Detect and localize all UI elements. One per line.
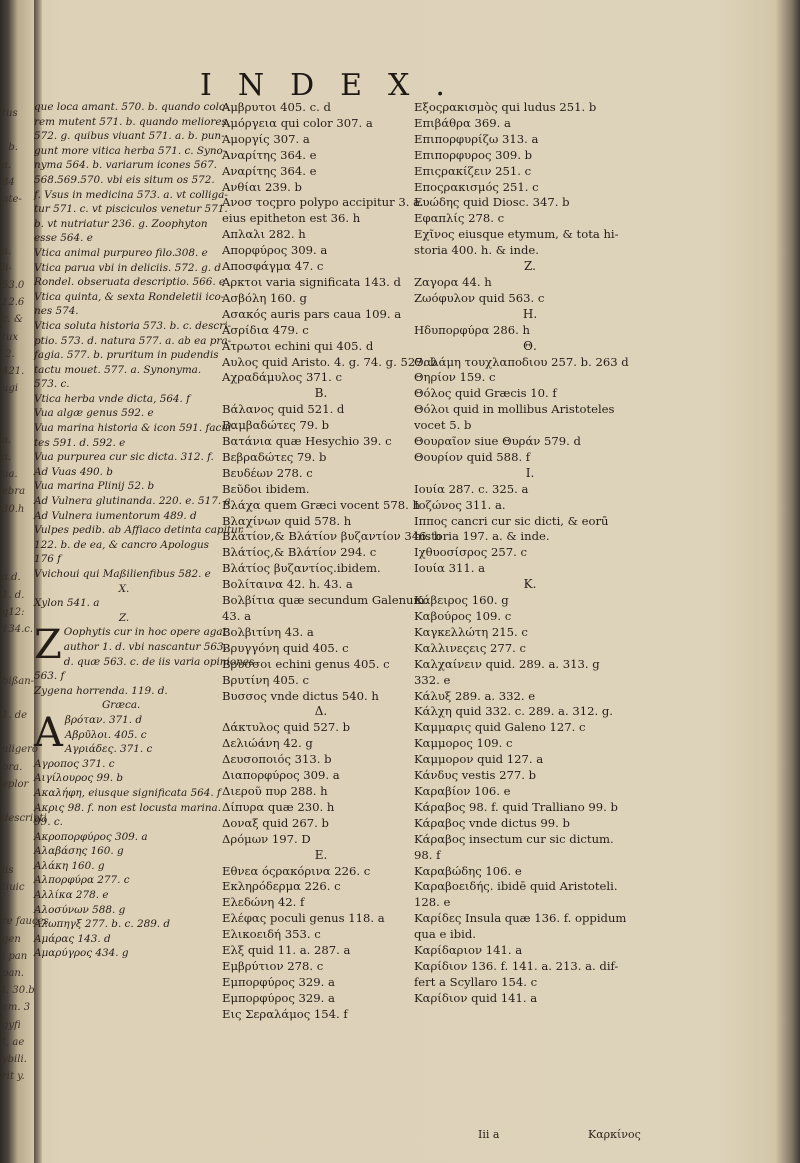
index-entry: Βλάτίος βυζαντίος.ibidem. [222, 561, 381, 576]
index-entry: Αλοσύνων 588. g [34, 903, 126, 916]
index-entry: Καρίδιον quid 141. a [414, 990, 538, 1005]
index-entry: tes 591. d. 592. e [34, 436, 126, 449]
graeca-block [34, 709, 222, 961]
facing-page-fragment: t, ae [2, 1036, 25, 1048]
facing-page-fragment: ybili. [2, 1054, 27, 1065]
index-entry: Ιουία 311. a [414, 561, 486, 576]
index-entry: Κάραβος vnde dictus 99. b [414, 815, 570, 830]
index-entry: Vtica herba vnde dicta, 564. f [34, 392, 190, 405]
index-entry: Εμπορφύρος 329. a [222, 990, 335, 1005]
index-entry: Καλχαίνειν quid. 289. a. 313. g [414, 656, 600, 671]
index-entry: Επιςρακίζειν 251. c [414, 163, 532, 178]
catchword: Καρκίνος [588, 1128, 641, 1141]
index-entry: Αμάρας 143. d [34, 932, 111, 945]
index-entry: Εμπορφύρος 329. a [222, 974, 335, 989]
index-entry: Αιγίλουρος 99. b [34, 772, 123, 785]
facing-page-fragment: i pan [2, 950, 28, 962]
index-entry: Καραβώδης 106. e [414, 863, 522, 878]
index-entry: Καβούρος 109. c [414, 609, 512, 623]
index-entry: Εις Σεραλάμος 154. f [222, 1006, 348, 1021]
index-entry: 43. a [222, 609, 252, 623]
x-entries [34, 596, 214, 611]
z-entries [34, 622, 258, 698]
index-entry: Ηδυπορφύρα 286. h [414, 322, 531, 337]
index-entry: rem mutent 571. b. quando meliores [34, 115, 227, 128]
facing-page-fragment: pan. [2, 968, 24, 979]
index-entry: Απορφύρος 309. a [222, 243, 328, 258]
facing-page-fragment: 53.0 [2, 280, 25, 291]
index-entry: Ασβόλη 160. g [222, 290, 307, 305]
index-entry: fert a Scyllaro 154. c [414, 974, 538, 989]
facing-page-fragment: a. [2, 434, 12, 446]
index-entry: Vtica parua vbi in deliciis. 572. g. d [34, 261, 221, 274]
facing-page-fragment: 1. de [2, 710, 28, 721]
signature-mark: Iii a [478, 1128, 500, 1141]
index-entry: 128. e [414, 895, 451, 910]
index-entry: Vua marina historia & icon 591. facul- [34, 422, 235, 435]
index-entry: Καρίδες Insula quæ 136. f. oppidum [414, 911, 627, 926]
index-entry: Αμαρύγρος 434. g [34, 947, 129, 960]
index-entry: Vua purpurea cur sic dicta. 312. f. [34, 451, 214, 464]
facing-page-fragment: 1. d. [2, 589, 25, 601]
index-entry: Κάλχη quid 332. c. 289. a. 312. g. [414, 704, 613, 719]
index-entry: Δοναξ quid 267. b [222, 815, 329, 830]
section-heading-delta: Δ. [314, 704, 328, 719]
latin-entries [34, 100, 243, 582]
index-entry: Ακροπορφύρος 309. a [34, 830, 148, 843]
index-entry: Αποσφάγμα 47. c [222, 259, 324, 274]
index-entry: Εκληρόδερμα 226. c [222, 879, 341, 894]
facing-page-fragment: re fauces [2, 916, 49, 928]
iota-entries [414, 482, 646, 577]
index-entry: Ad Vulnera glutinanda. 220. e. 517. a [34, 495, 231, 508]
dropcap-alpha: A [34, 709, 63, 756]
index-entry: Αμβρυτοι 405. c. d [222, 100, 331, 114]
delta-entries [222, 720, 420, 847]
index-entry: Αμόργεια qui color 307. a [222, 115, 373, 130]
index-entry: Vua algæ genus 592. e [34, 407, 154, 420]
index-entry: Ιππος cancri cur sic dicti, & eorū [414, 513, 609, 528]
facing-page-fragment: gyfi [2, 1019, 21, 1031]
index-entry: Κάραβος 98. f. quid Tralliano 99. b [414, 799, 618, 814]
page-title: INDEX. [200, 68, 471, 103]
index-entry: Αυλος quid Aristo. 4. g. 74. g. 527. b [222, 354, 438, 369]
index-entry: Βευδέων 278. c [222, 465, 313, 480]
index-entry: Καλλινεςεις 277. c [414, 640, 527, 655]
facing-page-fragment: li- [2, 262, 12, 274]
index-entry: Θουραῖον siue Θυράν 579. d [414, 434, 581, 449]
index-entry: Βρυσσοι echini genus 405. c [222, 656, 390, 671]
index-entry: Θουρίον quid 588. f [414, 449, 531, 464]
facing-page-fragment: uligero [2, 744, 38, 756]
index-entry: Βλάτίον,& Βλάτίον βυζαντίον 346. b [222, 529, 442, 544]
zeta-entries [414, 275, 646, 307]
index-entry: Κάβειρος 160. g [414, 593, 509, 608]
index-entry: Αλαβάσης 160. g [34, 845, 124, 858]
index-entry: Αμοργίς 307. a [222, 131, 310, 146]
epsilon-entries [222, 864, 420, 1023]
index-entry: 99. c. [34, 816, 63, 829]
section-heading-iota: I. [525, 465, 535, 480]
index-entry: Βολίταινα 42. h. 43. a [222, 577, 353, 592]
index-entry: Επιβάθρα 369. a [414, 115, 511, 130]
facing-page-fragment: eplor [2, 778, 29, 790]
index-entry: Εφαπλίς 278. c [414, 211, 505, 226]
index-entry: Εποςρακισμός 251. c [414, 179, 539, 194]
index-entry: Δάκτυλος quid 527. b [222, 720, 351, 735]
index-entry: Ελεδώνη 42. f [222, 895, 305, 910]
index-entry: Vvichoui qui Maßilienfibus 582. e [34, 568, 211, 580]
index-entry: 563. f [34, 670, 65, 683]
index-entry: ptio. 573. d. natura 577. a. ab ea pra- [34, 334, 232, 347]
index-entry: Βρυγγόνη quid 405. c [222, 640, 349, 655]
index-entry: qua e ibid. [414, 927, 476, 942]
index-entry: Καρίδαριον 141. a [414, 943, 523, 958]
index-entry: Θόλος quid Græcis 10. f [414, 386, 557, 401]
index-entry: vocet 5. b [414, 418, 472, 433]
facing-page-fragment: ebra [2, 486, 26, 498]
z-block [34, 622, 258, 698]
index-entry: Ελέφας poculi genus 118. a [222, 911, 385, 926]
index-entry: 568.569.570. vbi eis situm os 572. [34, 173, 215, 186]
facing-page-fragment: ua. [2, 469, 18, 481]
facing-page-fragment: descripti [2, 813, 47, 825]
alpha-entries [222, 100, 438, 386]
index-entry: nyma 564. b. variarum icones 567. [34, 159, 217, 172]
index-entry: Εθνεα όςρακόρινα 226. c [222, 863, 371, 878]
index-entry: 122. b. de ea, & cancro Apologus [34, 538, 210, 551]
index-entry: Αχραδάμυλος 371. c [222, 370, 342, 385]
index-entry: esse 564. e [34, 232, 93, 245]
index-entry: storia 400. h. & inde. [414, 243, 539, 258]
facing-page-fragment: tus [2, 108, 18, 119]
index-entry: Δευσοποιός 313. b [222, 752, 332, 767]
facing-page-fragment: 134.c. [2, 624, 34, 635]
index-entry: 98. f [414, 847, 441, 862]
index-entry: Επιπορφυρος 309. b [414, 147, 533, 162]
facing-page-fragment: c. & [2, 314, 23, 326]
index-entry: Κάνδυς vestis 277. b [414, 768, 537, 783]
section-heading-kappa: K. [523, 577, 537, 592]
graeca-entries [34, 709, 222, 961]
index-entry: Βλαχίνων quid 578. h [222, 513, 352, 528]
index-entry: Θόλοι quid in mollibus Aristoteles [414, 402, 615, 417]
index-entry: Ανοσ τοςpro polypo accipitur 3. a. [222, 195, 424, 210]
index-entry: eius epitheton est 36. h [222, 211, 361, 226]
facing-page-fragment: iis [2, 864, 14, 876]
index-entry: Βολβιτίνη 43. a [222, 624, 314, 639]
facing-page-fragment: nte- [2, 194, 22, 205]
facing-page-fragment: a.d. [2, 572, 21, 584]
facing-page-fragment: . b. [2, 142, 18, 154]
index-entry: Δρόμων 197. D [222, 831, 311, 846]
index-entry: Βλάχα quem Græci vocent 578. h [222, 497, 420, 512]
index-entry: Κάραβος insectum cur sic dictum. [414, 831, 614, 846]
index-entry: Αναρίτης 364. e [222, 147, 317, 162]
index-entry: Απλαλι 282. h [222, 227, 306, 242]
index-entry: Ατρωτοι echini qui 405. d [222, 338, 374, 353]
section-heading-theta: Θ. [523, 338, 537, 353]
index-entry: Vtica quinta, & sexta Rondeletii ico- [34, 290, 225, 303]
index-entry: Καραβίον 106. e [414, 783, 511, 798]
facing-page-fragment: q12: [2, 606, 25, 618]
index-entry: Ιχθυοσίσρος 257. c [414, 545, 527, 560]
index-entry: βρόταν. 371. d [64, 713, 143, 726]
index-entry: Διεροῦ πυρ 288. h [222, 783, 328, 798]
section-heading-e: E. [314, 847, 328, 862]
index-entry: Rondel. obseruata descriptio. 566. e [34, 276, 226, 289]
index-entry: Vulpes pedib. ab Affiaco detinta capitur [34, 524, 243, 537]
index-entry: Oophytis cur in hoc opere agat [63, 626, 227, 639]
index-entry: Ασακός auris pars caua 109. a [222, 306, 402, 321]
index-entry: Vtica animal purpureo filo.308. e [34, 246, 208, 259]
index-entry: fagia. 577. b. pruritum in pudendis [34, 349, 219, 362]
index-entry: Βαμβαδώτες 79. b [222, 418, 329, 433]
index-entry: author 1. d. vbi nascantur 563. [63, 640, 227, 653]
facing-page-fragment: ·2. [2, 348, 15, 360]
index-entry: Vtica soluta historia 573. b. c. descri- [34, 319, 232, 332]
index-entry: Εμβρύτιον 278. c [222, 958, 324, 973]
epsilon-cont-entries [414, 100, 646, 259]
index-entry: Εχῖνος eiusque etymum, & tota hi- [414, 227, 619, 242]
index-entry: historia 197. a. & inde. [414, 529, 550, 544]
index-entry: f. Vsus in medicina 573. a. vt colliga- [34, 188, 228, 201]
index-entry: Αλωπηγξ 277. b. c. 289. d [34, 918, 171, 931]
index-entry: Βλάτίος,& Βλάτίον 294. c [222, 545, 377, 560]
index-entry: Ad Vulnera iumentorum 489. d [34, 509, 197, 522]
index-entry: Εξοςρακισμὸς qui ludus 251. b [414, 100, 597, 114]
index-entry: Δελιώάνη 42. g [222, 736, 313, 751]
index-entry: Βολβίτια quæ secundum Galenum. [222, 593, 429, 608]
index-entry: Βεβραδώτες 79. b [222, 449, 327, 464]
index-entry: Αρκτοι varia significata 143. d [222, 274, 401, 289]
index-entry: b. vt nutriatur 236. g. Zoophyton [34, 217, 208, 230]
index-entry: Βάλανος quid 521. d [222, 402, 345, 417]
facing-page-fragment: tiuic [2, 882, 25, 893]
index-entry: Αγριάδες. 371. c [64, 743, 153, 756]
index-entry: Επιπορφυρίζω 313. a [414, 131, 539, 146]
index-entry: tur 571. c. vt pisciculos venetur 571. [34, 203, 228, 216]
facing-page-fragment: a. [2, 245, 12, 257]
facing-page-fragment: rit y. [2, 1071, 25, 1083]
index-entry: Ακρις 98. f. non est locusta marina. [34, 801, 222, 814]
index-entry: Αλλίκα 278. e [34, 889, 109, 902]
section-heading-eta: H. [522, 306, 538, 321]
index-entry: Διαπορφύρος 309. a [222, 768, 340, 783]
index-entry: Ιουία 287. c. 325. a [414, 481, 529, 496]
index-entry: Ανθίαι 239. b [222, 179, 302, 194]
index-entry: Xylon 541. a [34, 597, 100, 610]
index-entry: Αγροπος 371. c [34, 757, 115, 770]
graeca-heading: Græca. [102, 699, 141, 712]
eta-entries [414, 323, 646, 339]
index-entry: Κάλυξ 289. a. 332. e [414, 688, 536, 703]
index-entry: Ευώδης quid Diosc. 347. b [414, 195, 570, 210]
index-entry: Ζωόφυλον quid 563. c [414, 290, 545, 305]
facing-page-fragment: 12.6 [2, 297, 25, 309]
index-entry: Καγκελλώτη 215. c [414, 624, 528, 639]
index-entry: Καραβοειδής. ibidē quid Aristoteli. [414, 879, 618, 894]
facing-page-fragment: 30.h [2, 503, 25, 515]
index-entry: Αλάκη 160. g [34, 859, 105, 872]
index-entry: Καμμορος 109. c [414, 736, 513, 751]
index-entry: Καμμαρις quid Galeno 127. c [414, 720, 586, 735]
index-entry: Αναρίτης 364. e [222, 163, 317, 178]
theta-entries [414, 355, 646, 466]
section-heading-zeta: Z. [524, 259, 536, 274]
facing-page-fragment: a. [2, 452, 12, 463]
index-entry: Zygena horrenda. 119. d. [34, 684, 168, 697]
index-entry: Ελικοειδή 353. c [222, 927, 321, 942]
facing-page-fragment: bra. [2, 761, 23, 773]
index-entry: 573. c. [34, 378, 70, 391]
facing-page-fragment: bißan- [2, 675, 35, 687]
index-entry: Ad Vuas 490. b [34, 465, 113, 478]
facing-page-fragment: gen [2, 933, 21, 945]
dropcap-z: Z [34, 622, 62, 669]
index-entry: Ζαγορα 44. h [414, 274, 492, 289]
section-heading-z: Z. [118, 611, 130, 624]
facing-page-fragment: t. 30.b [2, 985, 35, 997]
index-entry: Αβρῦλοι. 405. c [64, 728, 147, 741]
index-entry: Αλπορφύρα 277. c [34, 874, 130, 887]
index-entry: tactu mouet. 577. a. Synonyma. [34, 363, 202, 376]
index-entry: Ακαλήφη, eiusque significata 564. f [34, 786, 221, 799]
index-entry: Ιοζώνος 311. a. [414, 497, 506, 512]
index-entry: Vua marina Plinij 52. b [34, 480, 155, 493]
index-entry: Καρίδιον 136. f. 141. a. 213. a. dif- [414, 958, 619, 973]
index-entry: Βρυτίνη 405. c [222, 672, 310, 687]
index-entry: Δίπυρα quæ 230. h [222, 799, 335, 814]
facing-page-fragment: tux [2, 331, 19, 343]
facing-page-fragment: 84 [2, 176, 15, 188]
index-column-greek-2 [414, 100, 646, 1007]
index-entry: 332. e [414, 672, 451, 687]
index-entry: Θαλάμη τουχλαποδιου 257. b. 263 d [414, 354, 629, 369]
index-entry: Ασρίδια 479. c [222, 322, 309, 337]
index-entry: Καμμορον quid 127. a [414, 752, 544, 767]
facing-page-fragment: ugi [2, 383, 19, 395]
index-entry: Βατάνια quæ Hesychio 39. c [222, 434, 392, 449]
facing-page-fragment: 421. [2, 366, 25, 377]
index-entry: 572. g. quibus viuant 571. a. b. pun- [34, 130, 225, 143]
index-entry: que loca amant. 570. b. quando colo- [34, 101, 229, 113]
facing-page-fragment: em. 3 [2, 1002, 31, 1014]
index-entry: Βυσσος vnde dictus 540. h [222, 688, 379, 703]
kappa-entries [414, 593, 646, 1007]
index-entry: gunt more vitica herba 571. c. Syno- [34, 144, 227, 157]
index-entry: nes 574. [34, 305, 79, 318]
index-entry: d. quæ 563. c. de iis varia opiniones. [63, 655, 258, 668]
section-heading-x: X. [118, 582, 130, 595]
index-entry: Ελξ quid 11. a. 287. a [222, 943, 351, 958]
section-heading-b: B. [314, 386, 328, 401]
index-entry: Θηρίον 159. c [414, 370, 496, 385]
facing-page-fragment: a. [2, 159, 12, 171]
index-entry: Βεῦδοι ibidem. [222, 481, 310, 496]
index-entry: 176 f [34, 553, 61, 566]
